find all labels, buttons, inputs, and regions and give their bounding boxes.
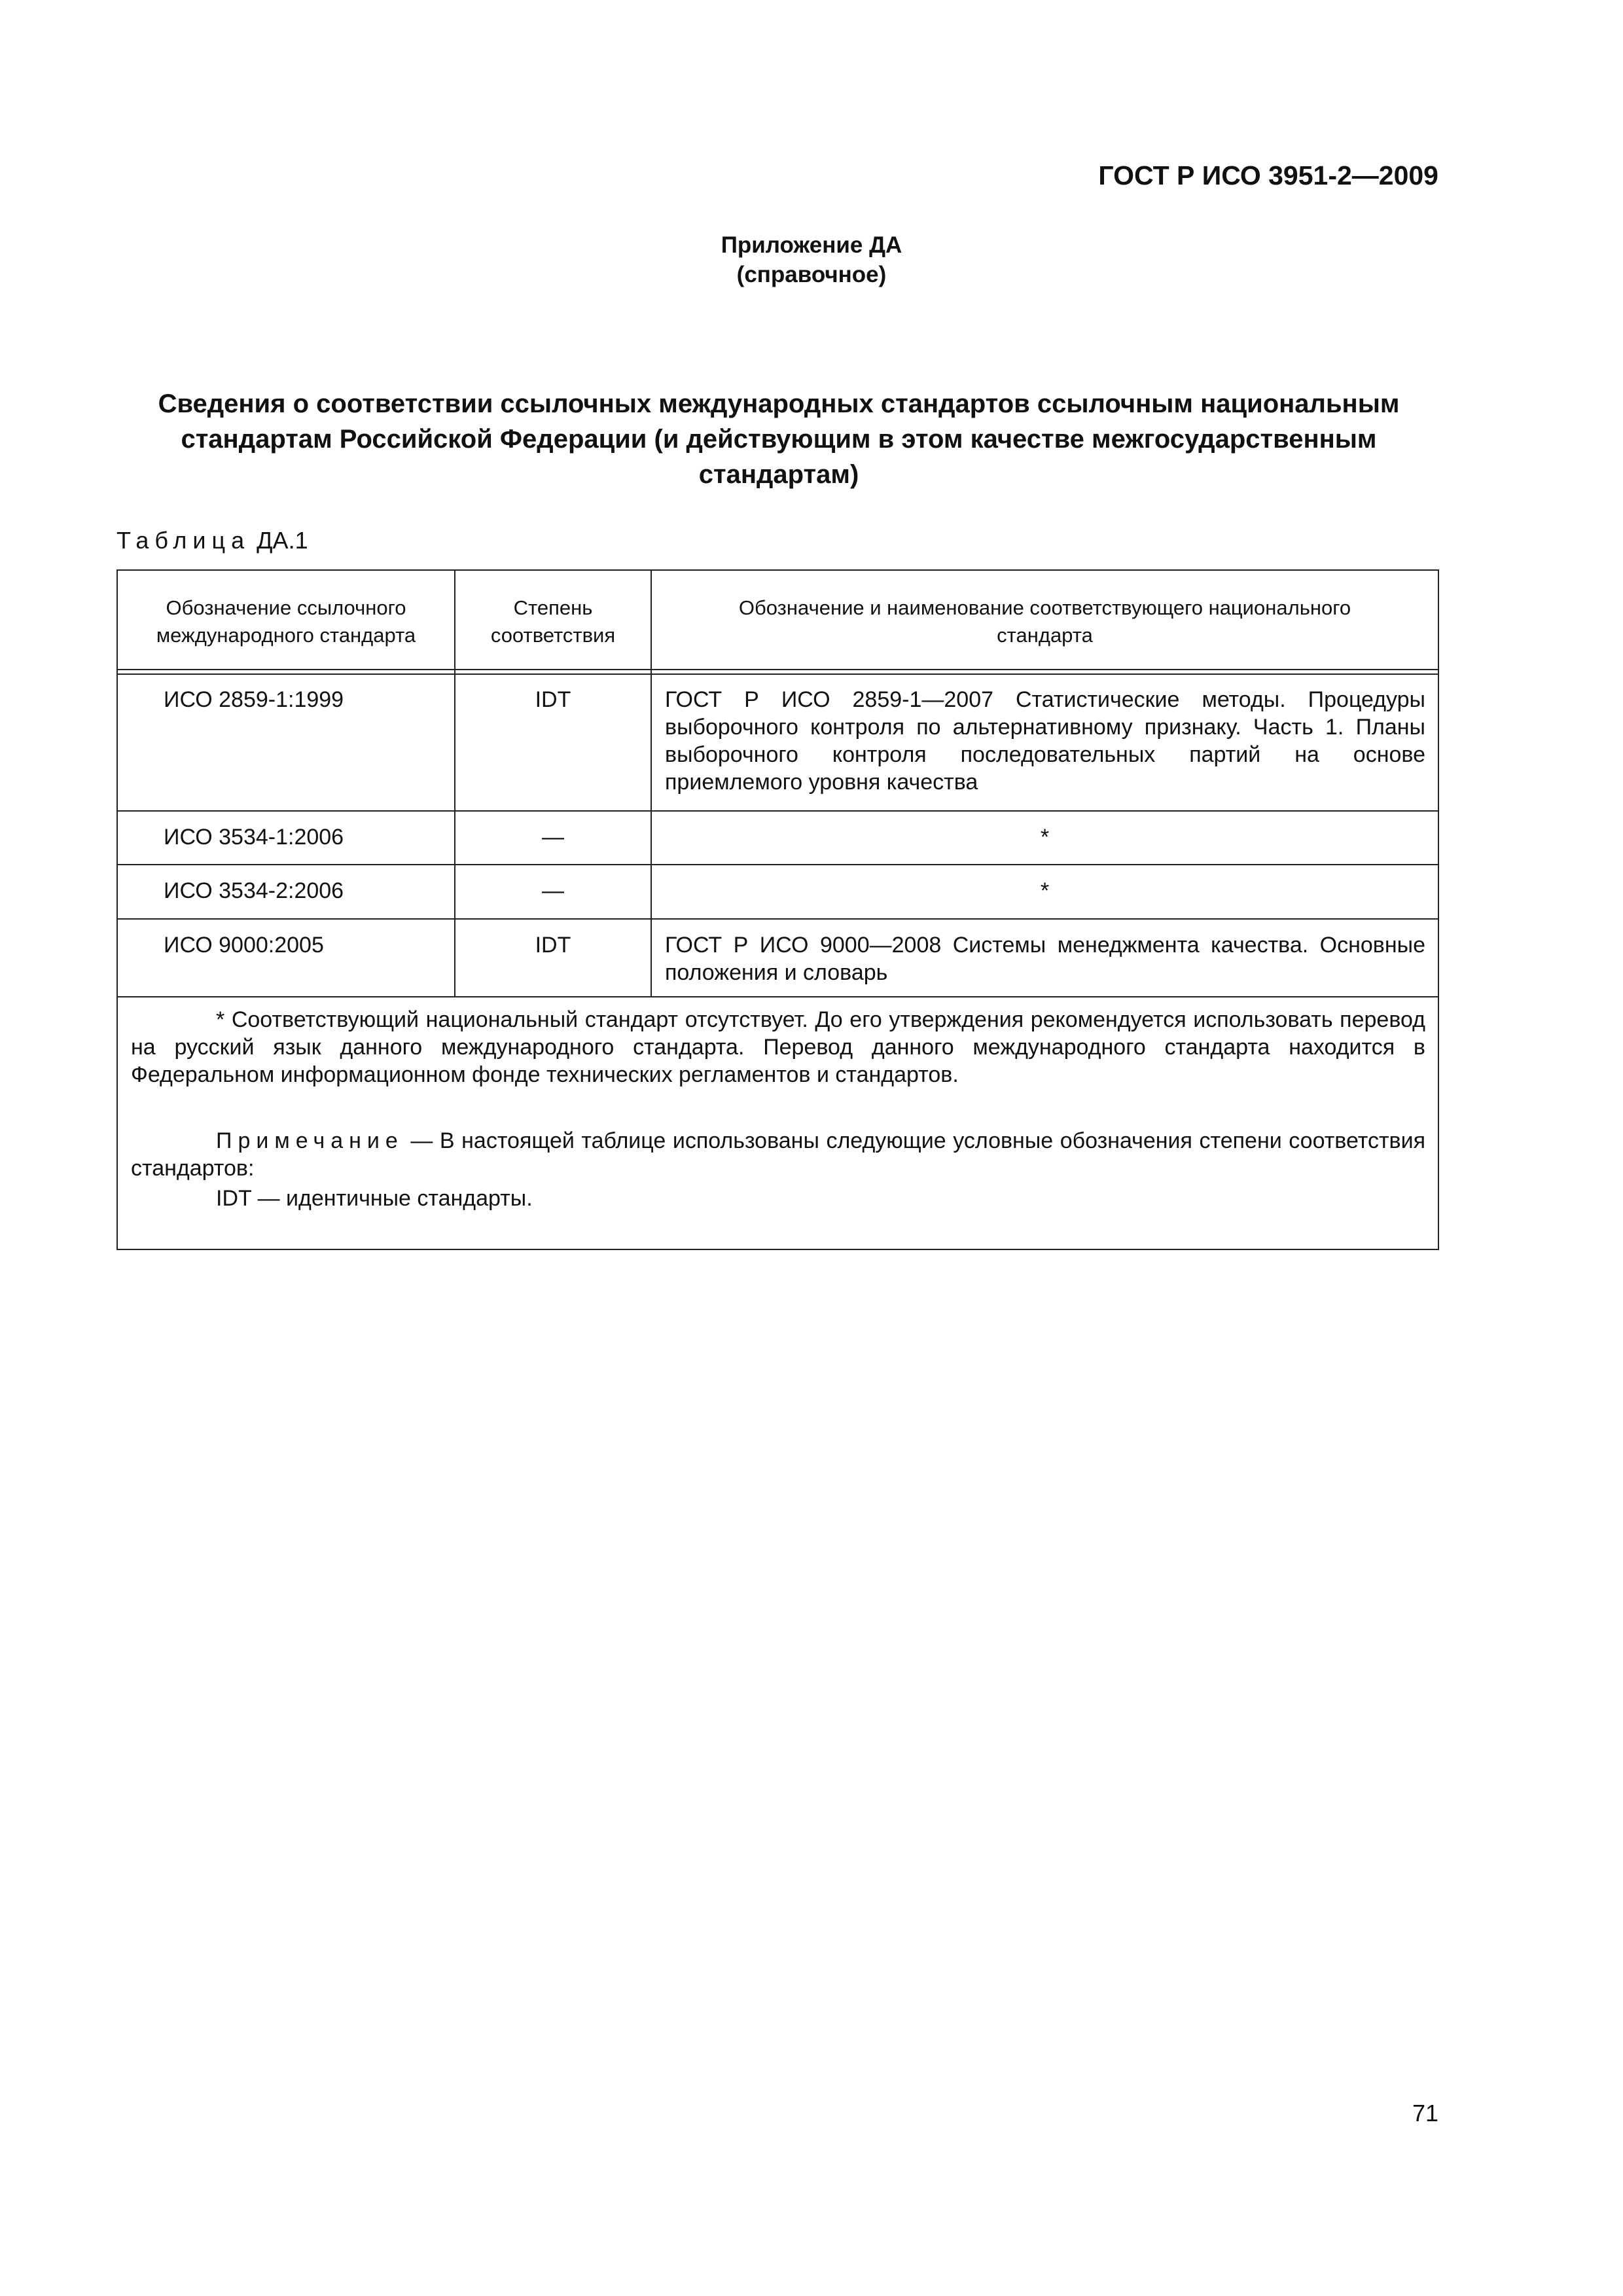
header-text: международного стандарта bbox=[156, 624, 416, 647]
table-caption-word: Таблица bbox=[116, 527, 251, 554]
row-divider bbox=[118, 864, 1438, 865]
cell-degree: — bbox=[542, 878, 564, 903]
correspondence-table bbox=[116, 569, 1439, 1250]
header-divider bbox=[118, 673, 1438, 675]
row-divider bbox=[118, 810, 1438, 812]
section-title-line: Сведения о соответствии ссылочных международных стандартов ссылочным национальным bbox=[158, 389, 1400, 418]
header-text: Обозначение ссылочного bbox=[166, 596, 406, 619]
header-text: соответствия bbox=[490, 624, 616, 647]
row-divider bbox=[118, 918, 1438, 920]
cell-intl-standard: ИСО 3534-2:2006 bbox=[164, 878, 344, 903]
footer-divider bbox=[118, 996, 1438, 997]
appendix-title: Приложение ДА bbox=[721, 232, 902, 258]
page-number: 71 bbox=[1412, 2100, 1438, 2126]
section-title-line: стандартам) bbox=[698, 460, 859, 489]
table-caption-id: ДА.1 bbox=[257, 527, 308, 554]
note-item: IDT — идентичные стандарты. bbox=[216, 1186, 533, 1211]
cell-national-standard: ГОСТ Р ИСО 2859-1—2007 Статистические методы. Процедуры выборочного контроля по альтернативному признаку. Часть 1. Планы выборочного контроля последовательных партий на основе приемлемого уровня качества bbox=[665, 687, 1425, 795]
cell-intl-standard: ИСО 2859-1:1999 bbox=[164, 687, 344, 712]
section-title-line: стандартам Российской Федерации (и действующим в этом качестве межгосударственным bbox=[181, 425, 1377, 454]
cell-national-standard: * bbox=[1040, 825, 1050, 850]
cell-degree: — bbox=[542, 825, 564, 850]
header-col-intl bbox=[124, 594, 448, 649]
header-text: Обозначение и наименование соответствующего национального bbox=[738, 596, 1351, 619]
note-label: Примечание bbox=[216, 1128, 404, 1153]
table-note bbox=[131, 1127, 1425, 1182]
header-col-degree bbox=[455, 594, 651, 649]
header-divider bbox=[118, 669, 1438, 670]
section-title bbox=[98, 386, 1459, 492]
cell-intl-standard: ИСО 9000:2005 bbox=[164, 933, 324, 958]
header-text: Степень bbox=[513, 596, 593, 619]
table-caption bbox=[116, 527, 308, 554]
cell-degree: IDT bbox=[535, 687, 571, 712]
appendix-type: (справочное) bbox=[736, 262, 887, 287]
document-code: ГОСТ Р ИСО 3951-2—2009 bbox=[1098, 160, 1438, 190]
cell-intl-standard: ИСО 3534-1:2006 bbox=[164, 825, 344, 850]
cell-national-standard: ГОСТ Р ИСО 9000—2008 Системы менеджмента качества. Основные положения и словарь bbox=[665, 933, 1425, 985]
header-col-national bbox=[652, 594, 1438, 649]
cell-national-standard: * bbox=[1040, 878, 1050, 903]
header-text: стандарта bbox=[997, 624, 1093, 647]
note-text: — В настоящей таблице использованы следующие условные обозначения степени соответствия стандартов: bbox=[131, 1128, 1425, 1181]
table-footnote: * Соответствующий национальный стандарт отсутствует. До его утверждения рекомендуется использовать перевод на русский язык данного международного стандарта. Перевод данного международного стандарта находится в Федеральном информационном фонде технических регламентов и стандартов. bbox=[131, 1007, 1425, 1087]
cell-degree: IDT bbox=[535, 933, 571, 958]
